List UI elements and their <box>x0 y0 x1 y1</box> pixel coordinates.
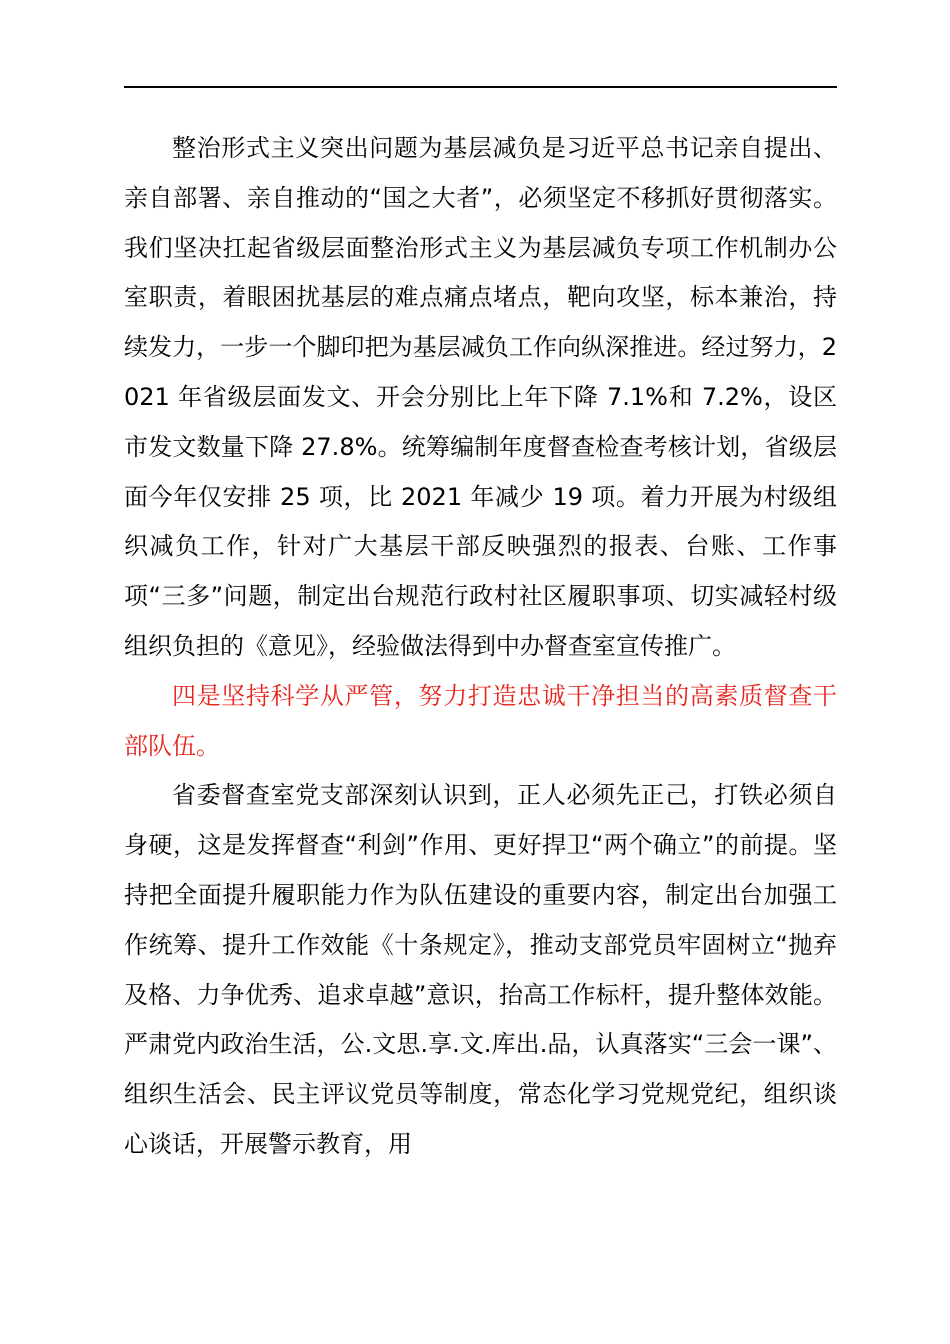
header-rule <box>124 86 837 88</box>
paragraph-burden-reduction: 整治形式主义突出问题为基层减负是习近平总书记亲自提出、亲自部署、亲自推动的“国之大者”，必须坚定不移抓好贯彻落实。我们坚决扛起省级层面整治形式主义为基层减负专项工作机制办公室职责，着眼困扰基层的难点痛点堵点，靶向攻坚，标本兼治，持续发力，一步一个脚印把为基层减负工作向纵深推进。经过努力，2021 年省级层面发文、开会分别比上年下降 7.1%和 7.2%，设区市发文数量下降 27.8%。统筹编制年度督查检查考核计划，省级层面今年仅安排 25 项，比 2021 年减少 19 项。着力开展为村级组织减负工作，针对广大基层干部反映强烈的报表、台账、工作事项“三多”问题，制定出台规范行政村社区履职事项、切实减轻村级组织负担的《意见》，经验做法得到中办督查室宣传推广。 <box>124 134 837 660</box>
section-heading-four: 四是坚持科学从严管，努力打造忠诚干净担当的高素质督查干部队伍。 <box>124 681 837 760</box>
paragraph-team-building: 省委督查室党支部深刻认识到，正人必须先正己，打铁必须自身硬，这是发挥督查“利剑”作用、更好捍卫“两个确立”的前提。坚持把全面提升履职能力作为队伍建设的重要内容，制定出台加强工作统筹、提升工作效能《十条规定》，推动支部党员牢固树立“抛弃及格、力争优秀、追求卓越”意识，抬高工作标杆，提升整体效能。严肃党内政治生活，公.文思.享.文.库出.品，认真落实“三会一课”、组织生活会、民主评议党员等制度，常态化学习党规党纪，组织谈心谈话，开展警示教育，用 <box>124 781 837 1158</box>
document-body <box>124 124 837 1170</box>
